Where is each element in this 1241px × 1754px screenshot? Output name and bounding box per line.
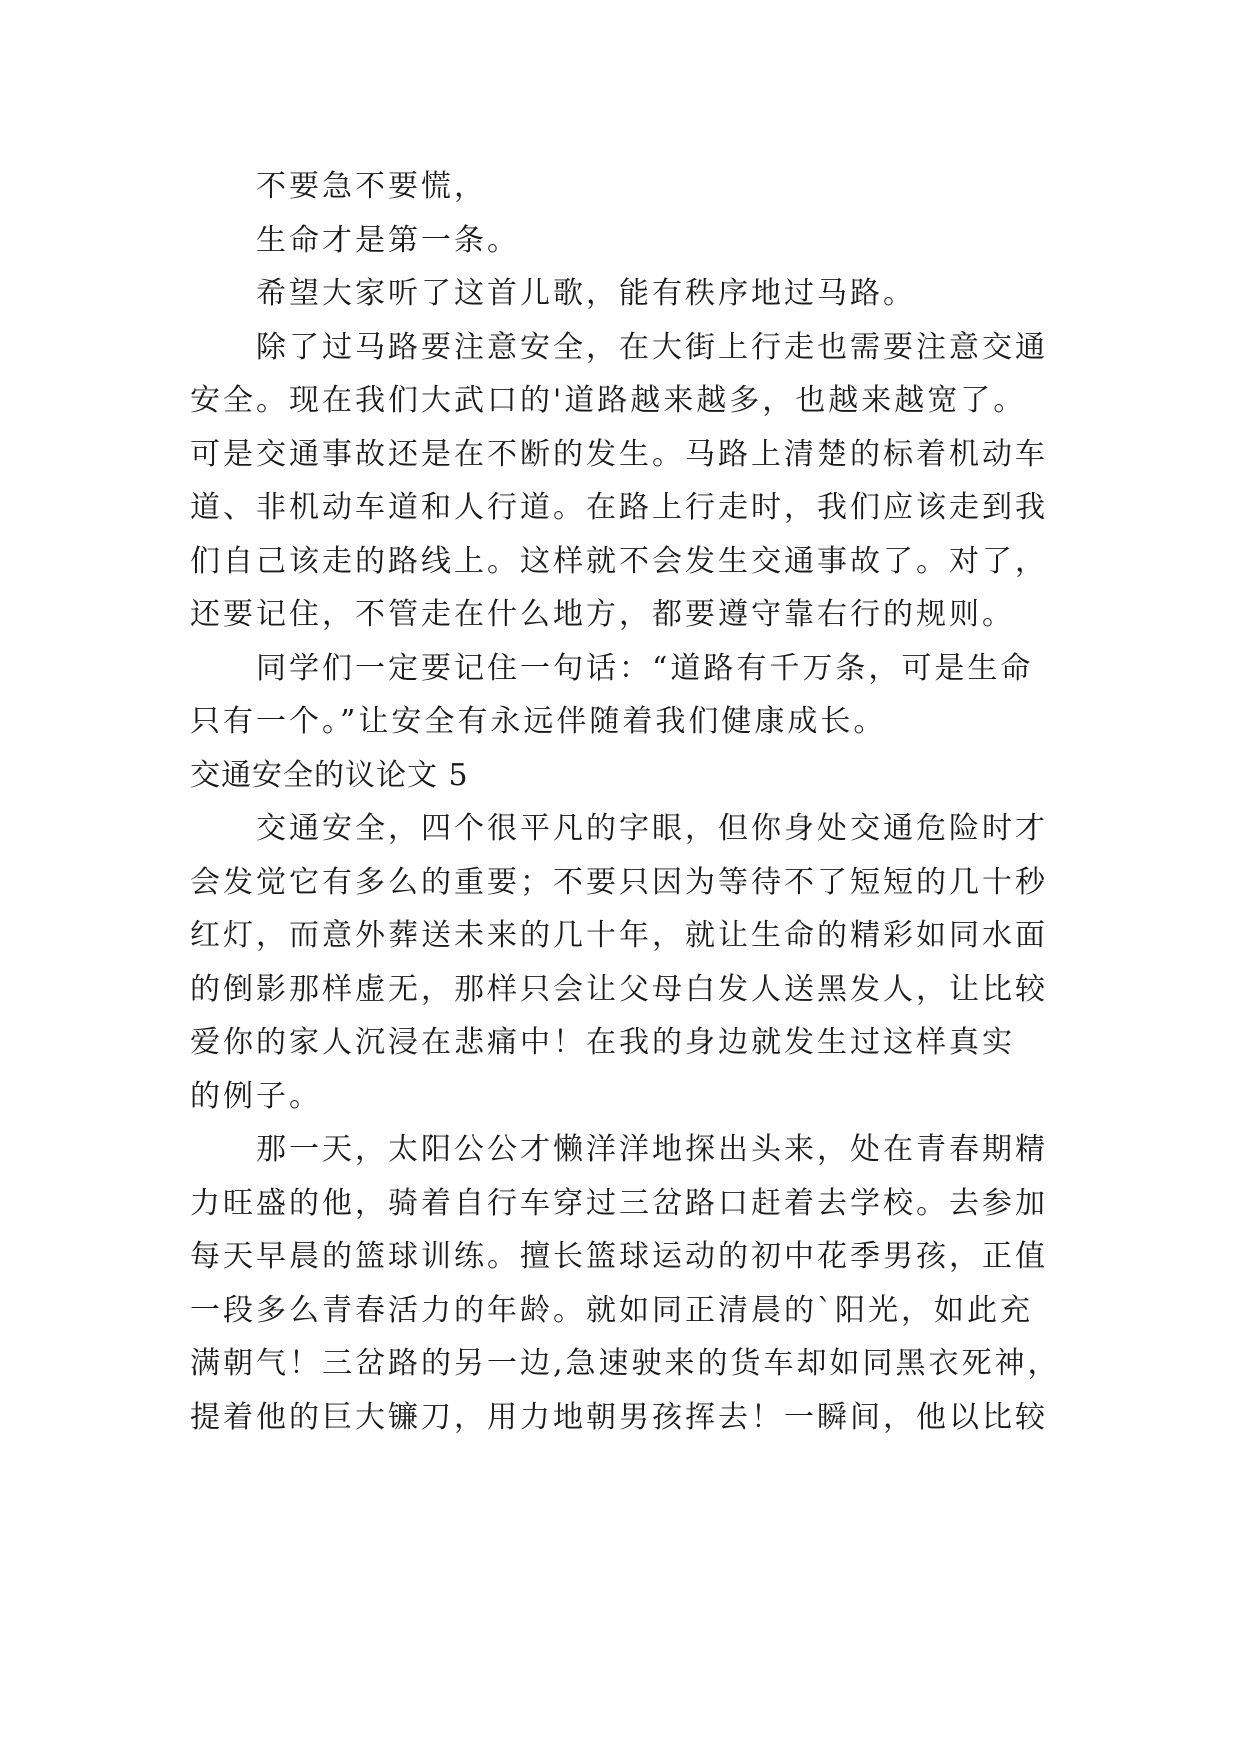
text-line: 爱你的家人沉浸在悲痛中！在我的身边就发生过这样真实: [190, 1025, 1015, 1060]
text-line: 们自己该走的路线上。这样就不会发生交通事故了。对了，: [190, 543, 1048, 579]
text-line: 生命才是第一条。: [256, 222, 520, 258]
text-line: 安全。现在我们大武口的'道路越来越多，也越来越宽了。: [190, 383, 1027, 418]
text-line: 道、非机动车道和人行道。在路上行走时，我们应该走到我: [190, 490, 1048, 525]
text-line: 提着他的巨大镰刀，用力地朝男孩挥去！一瞬间，他以比较: [190, 1399, 1048, 1435]
text-line: 每天早晨的篮球训练。擅长篮球运动的初中花季男孩，正值: [190, 1239, 1048, 1274]
text-line: 红灯，而意外葬送未来的几十年，就让生命的精彩如同水面: [190, 918, 1048, 953]
text-line: 同学们一定要记住一句话：“道路有千万条，可是生命: [256, 650, 1034, 686]
text-line: 希望大家听了这首儿歌，能有秩序地过马路。: [256, 276, 916, 311]
text-line: 会发觉它有多么的重要；不要只因为等待不了短短的几十秒: [190, 864, 1048, 900]
text-line: 可是交通事故还是在不断的发生。马路上清楚的标着机动车: [190, 436, 1048, 472]
text-line: 还要记住，不管走在什么地方，都要遵守靠右行的规则。: [190, 597, 1015, 632]
text-line: 满朝气！三岔路的另一边,急速驶来的货车却如同黑衣死神，: [190, 1346, 1061, 1381]
text-line: 只有一个。”让安全有永远伴随着我们健康成长。: [190, 704, 887, 739]
text-line: 的倒影那样虚无，那样只会让父母白发人送黑发人，让比较: [190, 971, 1048, 1007]
text-line: 一段多么青春活力的年龄。就如同正清晨的`阳光，如此充: [190, 1292, 1033, 1328]
text-line: 除了过马路要注意安全，在大街上行走也需要注意交通: [256, 329, 1048, 365]
text-line: 交通安全，四个很平凡的字眼，但你身处交通危险时才: [256, 811, 1048, 846]
text-line: 的例子。: [190, 1078, 322, 1114]
text-line: 力旺盛的他，骑着自行车穿过三岔路口赶着去学校。去参加: [190, 1185, 1048, 1221]
text-line: 那一天，太阳公公才懒洋洋地探出头来，处在青春期精: [256, 1132, 1048, 1167]
text-line: 不要急不要慌，: [256, 169, 487, 204]
document-body: [190, 160, 1070, 1444]
section-heading: 交通安全的议论文 5: [190, 757, 469, 793]
